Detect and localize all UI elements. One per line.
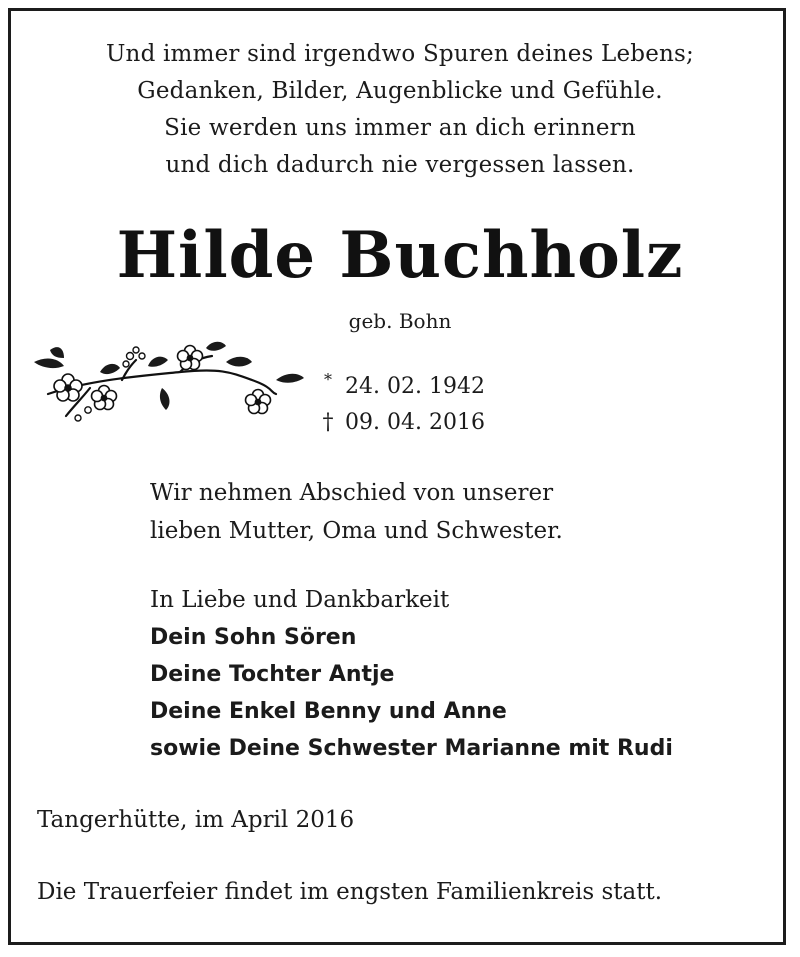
death-row (318, 405, 485, 441)
poem-line: und dich dadurch nie vergessen lassen. (165, 152, 635, 178)
poem (0, 36, 800, 184)
death-cross-icon: † (322, 410, 334, 435)
maiden-name: geb. Bohn (348, 309, 452, 333)
place-date: Tangerhütte, im April 2016 (37, 807, 355, 833)
farewell-line: Wir nehmen Abschied von unserer (150, 480, 554, 506)
poem-line: Sie werden uns immer an dich erinnern (164, 115, 636, 141)
signature-block (150, 582, 673, 767)
birth-row (318, 362, 485, 405)
mourner-line: sowie Deine Schwester Marianne mit Rudi (150, 736, 673, 761)
deceased-name: Hilde Buchholz (116, 218, 684, 293)
birth-date: 24. 02. 1942 (345, 374, 485, 399)
mourner-line: Dein Sohn Sören (150, 625, 357, 650)
death-date: 09. 04. 2016 (345, 410, 485, 435)
signature-intro: In Liebe und Dankbarkeit (150, 587, 450, 613)
flower-branch-icon (30, 332, 310, 432)
farewell-line: lieben Mutter, Oma und Schwester. (150, 518, 563, 544)
funeral-note: Die Trauerfeier findet im engsten Familienkreis statt. (37, 879, 663, 905)
farewell-text (150, 474, 563, 550)
birth-star-icon: * (324, 370, 332, 389)
poem-line: Gedanken, Bilder, Augenblicke und Gefühle. (137, 78, 663, 104)
mourner-line: Deine Tochter Antje (150, 662, 395, 687)
life-dates (318, 362, 485, 441)
mourner-line: Deine Enkel Benny und Anne (150, 699, 507, 724)
poem-line: Und immer sind irgendwo Spuren deines Lebens; (105, 41, 695, 67)
